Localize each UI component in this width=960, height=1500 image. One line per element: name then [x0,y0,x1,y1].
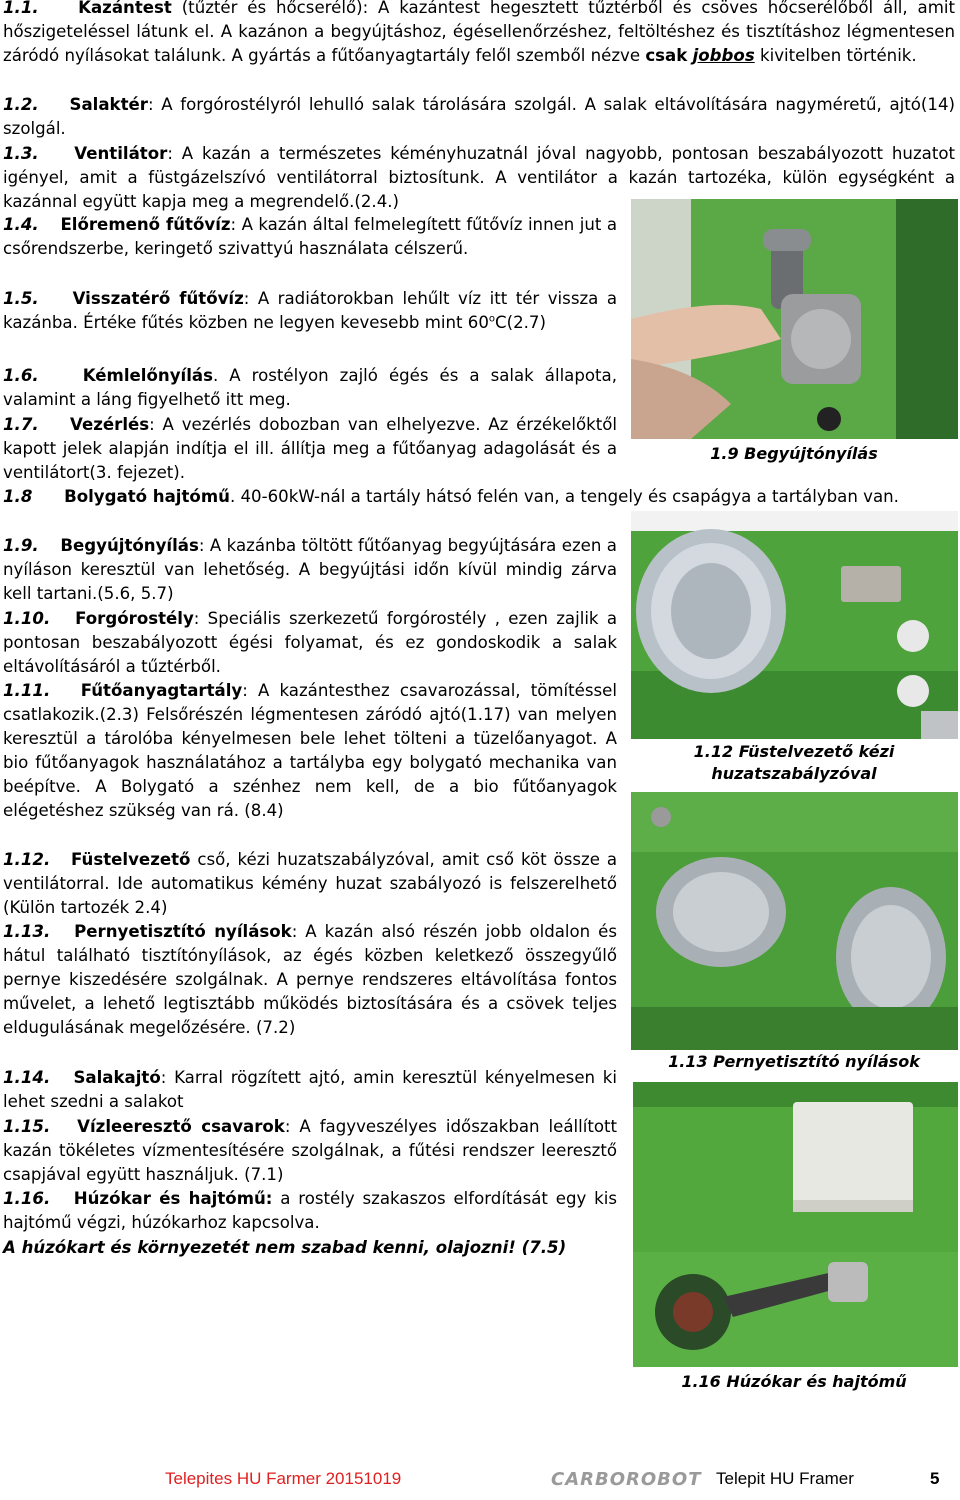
section-term: Húzókar és hajtómű: [73,1189,273,1208]
section-1-6 [3,364,617,412]
photo-pull-rod [633,1082,958,1367]
page-number: 5 [930,1469,940,1488]
section-number: 1.16. [3,1189,51,1208]
section-text: . 40-60kW-nál a tartály hátsó felén van, a tengely és csapágya a tartályban van. [229,487,899,506]
section-term: Ventilátor [74,144,168,163]
footer-title: Telepit HU Framer [716,1469,854,1488]
flue-pipe-image [631,511,958,739]
section-1-13 [3,920,617,1040]
section-number: 1.9. [3,536,39,555]
section-number: 1.6. [3,366,39,385]
section-text: : A kazántesthez csavarozással, tömítéssel csatlakozik.(2.3) Felsőrészén légmentesen záródó ajtó(1.17) van melyen keresztül a tárolóba kényelmesen bele lehet tölteni a tüzelőanyagot. A bio fűtőanyagok használatához a tartályba egy bolygató mechanika van beépítve. A Bolygató a szénhez nem kell, de a bio fűtőanyagok elégetéshez szükség van rá. (8.4) [3,681,617,820]
section-number: 1.12. [3,850,51,869]
section-text: : A vezérlés dobozban van elhelyezve. Az érzékelőktől kapott jelek alapján indítja el ill. állítja meg a fűtőanyag adagolását és a ventilátort(3. fejezet). [3,415,618,482]
section-number: 1.14. [3,1068,51,1087]
section-term: Bolygató hajtómű [64,487,230,506]
section-number: 1.7. [3,415,39,434]
section-number: 1.13. [3,922,51,941]
caption-1-16: 1.16 Húzókar és hajtómű [681,1372,907,1391]
section-term: Forgórostély [75,609,194,628]
section-text: kivitelben történik. [754,46,917,65]
degree-sign: o [488,313,496,325]
ignition-opening-image [631,199,958,439]
section-text: (tűztér és hőcserélő): A kazántest hegesztett tűztérből és csöves hőcserélőből áll, amit hőszigeteléssel látunk el. A kazánon a begyújtáshoz, égésellenőrzéshez, feltöltéshez és tisztításhoz légmentesen záródó nyílásokat találunk. A gyártás a fűtőanyagtartály felől szemből nézve [3,0,955,65]
section-1-11 [3,679,617,823]
caption-1-13: 1.13 Pernyetisztító nyílások [668,1052,920,1071]
photo-ignition-opening [631,199,958,439]
section-text: : A kazán alsó részén jobb oldalon és hátul található tisztítónyílások, az égés közben keletkező összegyűlő pernye kiszedésére szolgálnak. A pernye rendszeres eltávolítása fontos művelet, a lehető legtisztább működés biztosítására és a csövek teljes eldugulásának megelőzésére. (7.2) [3,922,618,1037]
section-1-1 [3,0,955,68]
section-number: 1.10. [3,609,51,628]
section-term: Kazántest [78,0,172,17]
section-number: 1.15. [3,1117,51,1136]
section-1-5 [3,287,617,335]
caption-1-9: 1.9 Begyújtónyílás [710,444,878,463]
section-1-15 [3,1115,617,1187]
footer-doc-id: Telepites HU Farmer 20151019 [165,1469,402,1488]
section-term: Füstelvezető [71,850,191,869]
section-number: 1.11. [3,681,51,700]
caption-1-12: 1.12 Füstelvezető kézi huzatszabályzóval [693,742,895,783]
photo-flue-pipe [631,511,958,739]
section-1-16 [3,1187,617,1235]
section-term: Vízleeresztő csavarok [77,1117,285,1136]
section-term: Begyújtónyílás [60,536,199,555]
section-1-14 [3,1066,617,1114]
section-text: a rostély szakaszos elfordítását egy kis hajtómű végzi, húzókarhoz kapcsolva. [3,1189,618,1232]
section-1-8 [3,485,955,509]
section-term: Kémlelőnyílás [82,366,213,385]
section-number: 1.2. [3,95,39,114]
section-1-9 [3,534,617,606]
footer-logo: CARBOROBOT [551,1469,702,1490]
section-text: . A rostélyon zajló égés és a salak állapota, valamint a láng figyelhető itt meg. [3,366,617,409]
section-text: : A kazán a természetes kéményhuzatnál jóval nagyobb, pontosan beszabályozott huzatot igényel, amit a füstgázelszívó ventilátorral biztosítunk. A ventilátor a kazán tartozéka, külön egységként a kazánnal együtt kapja meg a megrendelő.(2.4.) [3,144,955,211]
section-term: Visszatérő fűtővíz [72,289,244,308]
section-number: 1.5. [3,289,39,308]
section-1-7 [3,413,617,485]
emphasis-underlined: jobbos [692,46,755,65]
section-text: C(2.7) [495,313,546,332]
section-text: : A forgórostélyról lehulló salak tárolására szolgál. A salak eltávolítására nagyméretű, ajtó(14) szolgál. [3,95,955,138]
section-term: Fűtőanyagtartály [80,681,243,700]
section-1-4 [3,213,617,261]
section-1-2 [3,93,955,141]
section-1-12 [3,848,617,920]
section-text: : Karral rögzített ajtó, amin keresztül kényelmesen ki lehet szedni a salakot [3,1068,617,1111]
section-term: Salakajtó [73,1068,161,1087]
section-text: : A kazánba töltött fűtőanyag begyújtására ezen a nyíláson keresztül van lehetőség. A begyújtási időn kívül mindig zárva kell tartani.(5.6, 5.7) [3,536,617,603]
section-term: Előremenő fűtővíz [60,215,231,234]
section-text: : Speciális szerkezetű forgórostély , ezen zajlik a pontosan beszabályozott égési folyamat, és ez gondoskodik a salak eltávolításáról a tűztérből. [3,609,617,676]
emphasis: csak [645,46,688,65]
section-text: cső, kézi huzatszabályzóval, amit cső köt össze a ventilátorral. Ide automatikus kémény huzat szabályozó is felszerelhető (Külön tartozék 2.4) [3,850,618,917]
section-number: 1.4. [3,215,39,234]
pull-rod-image [633,1082,958,1367]
section-term: Salaktér [69,95,148,114]
section-number: 1.3. [3,144,39,163]
photo-ash-cleaning [631,792,958,1050]
section-number: 1.8 [3,487,33,506]
section-number: 1.1. [3,0,39,17]
section-text: : A fagyveszélyes időszakban leállított kazán tökéletes vízmentesítésére szolgálnak, a fűtési rendszer leeresztő csapjával együtt használjuk. (7.1) [3,1117,618,1184]
ash-cleaning-image [631,792,958,1050]
section-text: : A radiátorokban lehűlt víz itt tér vissza a kazánba. Értéke fűtés közben ne legyen kevesebb mint 60 [3,289,617,332]
warning-note: A húzókart és környezetét nem szabad kenni, olajozni! (7.5) [3,1238,567,1257]
section-text: : A kazán által felmelegített fűtővíz innen jut a csőrendszerbe, keringető szivattyú használata célszerű. [3,215,617,258]
section-term: Vezérlés [70,415,150,434]
section-1-10 [3,607,617,679]
section-term: Pernyetisztító nyílások [74,922,292,941]
